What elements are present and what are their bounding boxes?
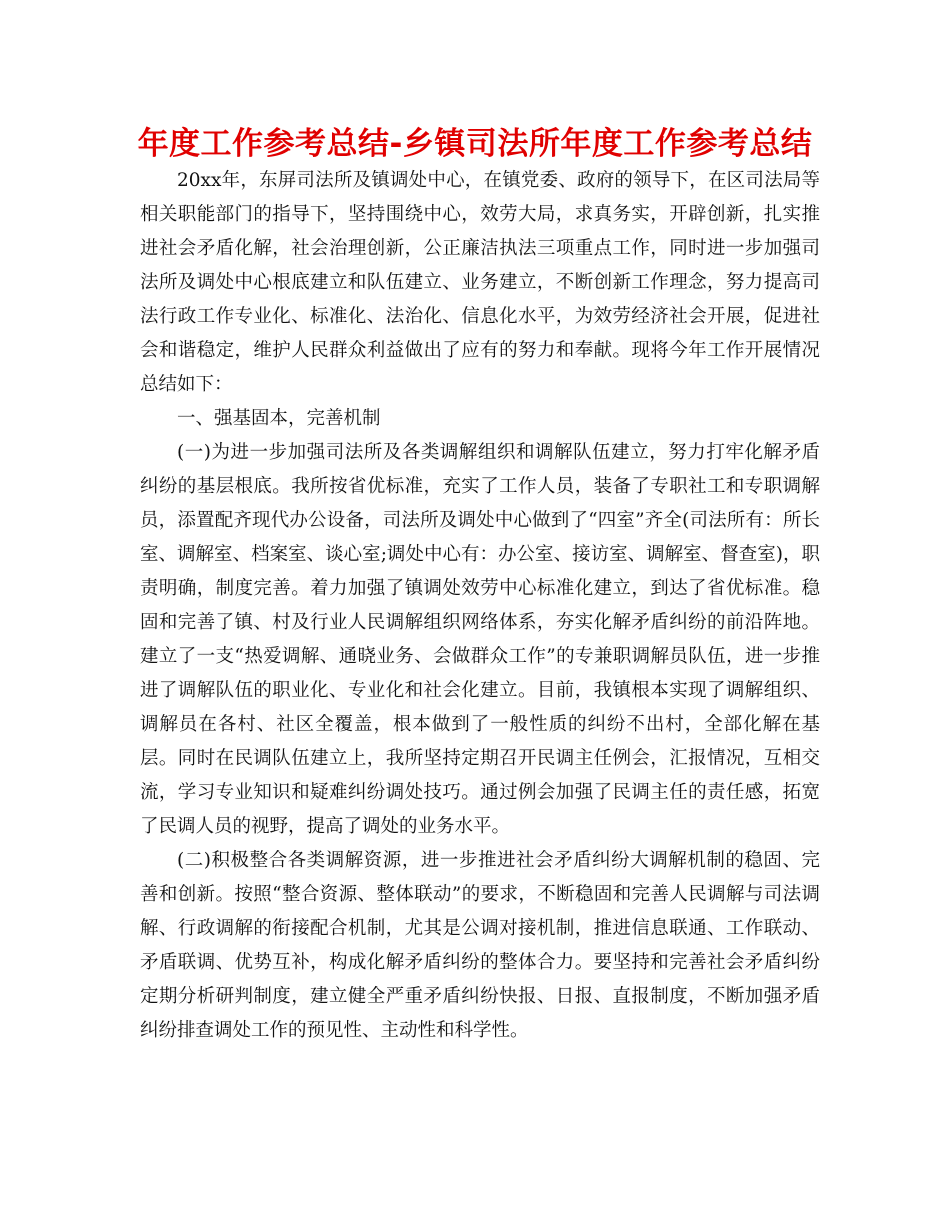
- body-paragraph: (二)积极整合各类调解资源，进一步推进社会矛盾纠纷大调解机制的稳固、完善和创新。按照“整合资源、整体联动”的要求，不断稳固和完善人民调解与司法调解、行政调解的衔接配合机制，尤其是公调对接机制，推进信息联通、工作联动、矛盾联调、优势互补，构成化解矛盾纠纷的整体合力。要坚持和完善社会矛盾纠纷定期分析研判制度，建立健全严重矛盾纠纷快报、日报、直报制度，不断加强矛盾纠纷排查调处工作的预见性、主动性和科学性。: [140, 850, 820, 1041]
- document-body: [140, 164, 820, 1048]
- body-paragraph: (一)为进一步加强司法所及各类调解组织和调解队伍建立，努力打牢化解矛盾纠纷的基层根底。我所按省优标准，充实了工作人员，装备了专职社工和专职调解员，添置配齐现代办公设备，司法所及调处中心做到了“四室”齐全(司法所有：所长室、调解室、档案室、谈心室;调处中心有：办公室、接访室、调解室、督查室)，职责明确，制度完善。着力加强了镇调处效劳中心标准化建立，到达了省优标准。稳固和完善了镇、村及行业人民调解组织网络体系，夯实化解矛盾纠纷的前沿阵地。建立了一支“热爱调解、通晓业务、会做群众工作”的专兼职调解员队伍，进一步推进了调解队伍的职业化、专业化和社会化建立。目前，我镇根本实现了调解组织、调解员在各村、社区全覆盖，根本做到了一般性质的纠纷不出村，全部化解在基层。同时在民调队伍建立上，我所坚持定期召开民调主任例会，汇报情况，互相交流，学习专业知识和疑难纠纷调处技巧。通过例会加强了民调主任的责任感，拓宽了民调人员的视野，提高了调处的业务水平。: [140, 442, 820, 837]
- intro-paragraph: 20xx年，东屏司法所及镇调处中心，在镇党委、政府的领导下，在区司法局等相关职能部门的指导下，坚持围绕中心，效劳大局，求真务实，开辟创新，扎实推进社会矛盾化解，社会治理创新，公正廉洁执法三项重点工作，同时进一步加强司法所及调处中心根底建立和队伍建立、业务建立，不断创新工作理念，努力提高司法行政工作专业化、标准化、法治化、信息化水平，为效劳经济社会开展，促进社会和谐稳定，维护人民群众利益做出了应有的努力和奉献。现将今年工作开展情况总结如下：: [140, 170, 820, 395]
- document-title: 年度工作参考总结-乡镇司法所年度工作参考总结: [137, 126, 813, 162]
- section-heading: 一、强基固本，完善机制: [177, 408, 381, 429]
